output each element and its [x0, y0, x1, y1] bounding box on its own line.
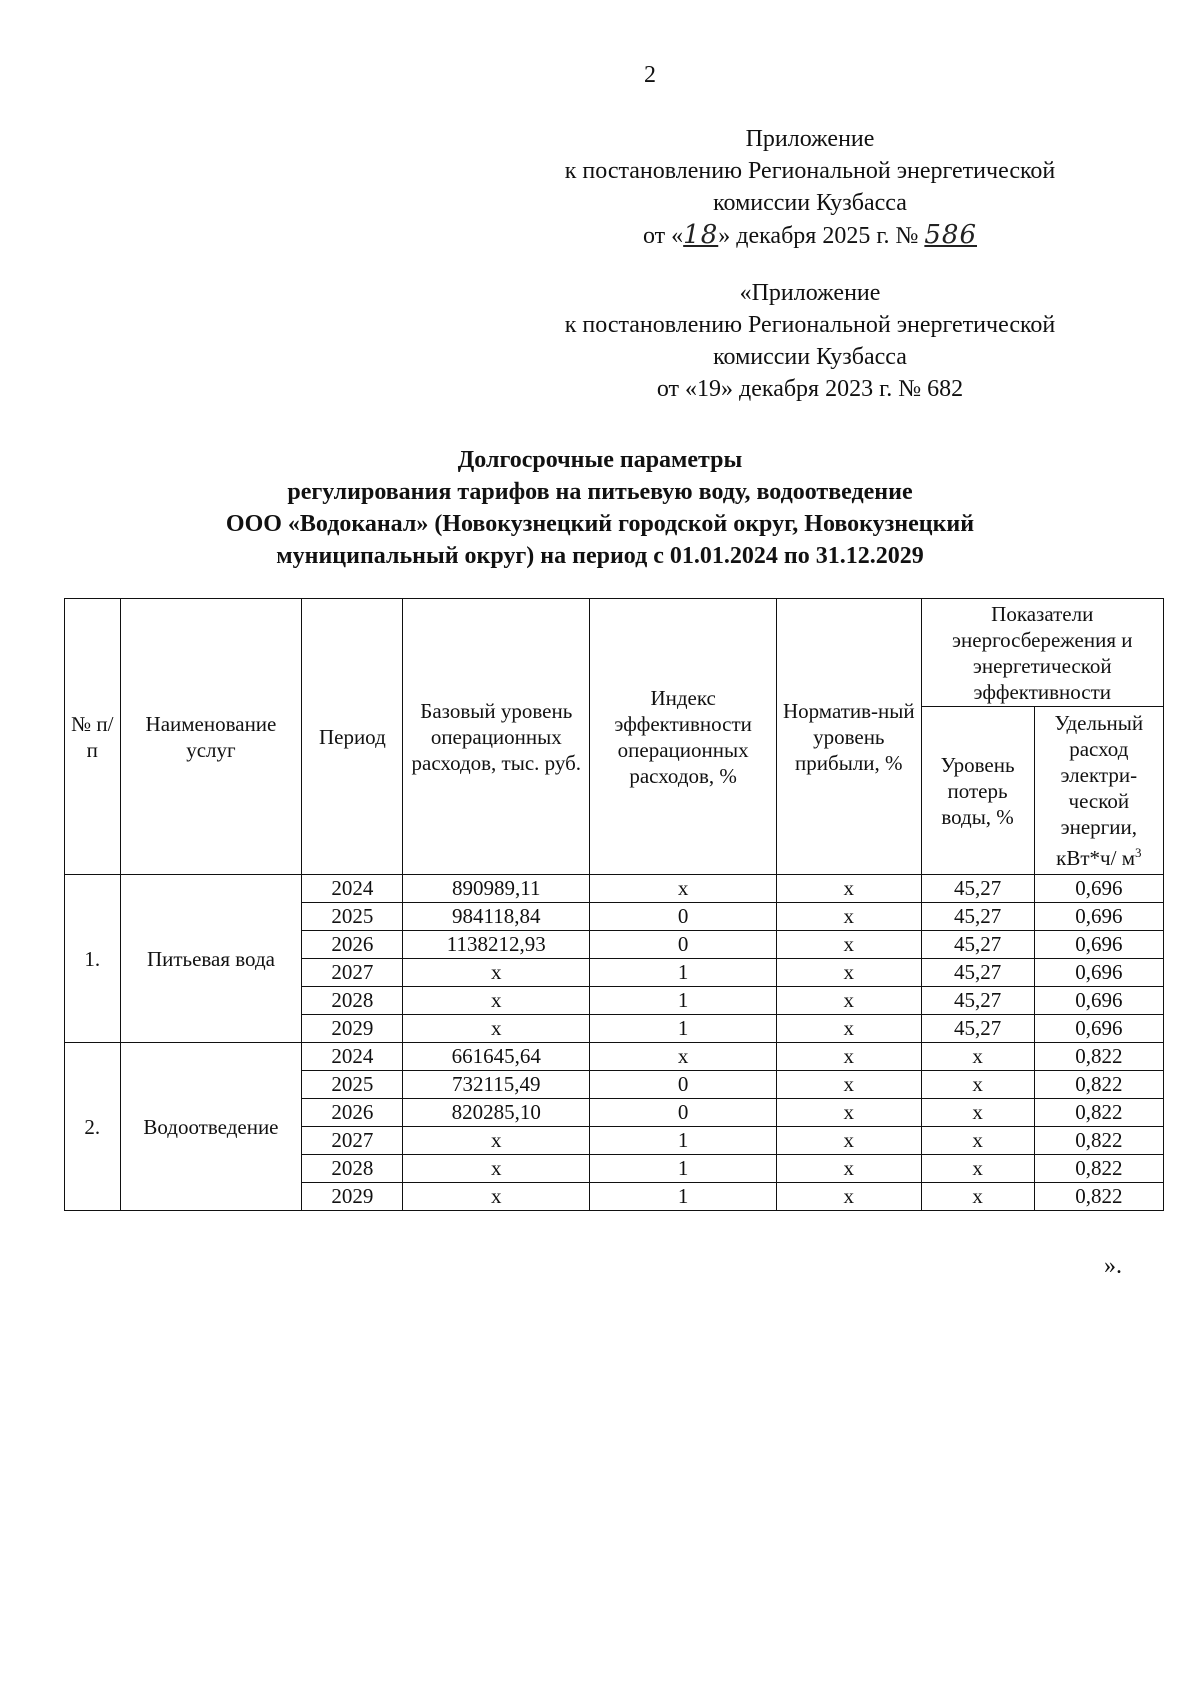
period-cell: 2024 — [302, 875, 403, 903]
header-specific-consumption: Удельный расход электри-ческой энергии, кВт*ч/ $м^3$ — [1034, 707, 1163, 875]
service-number: 1. — [65, 875, 121, 1043]
handwritten-day: 18 — [683, 220, 719, 250]
header-line-1: Приложение — [745, 126, 875, 152]
header-efficiency-index: Индекс эффективности операционных расходов, % — [590, 599, 777, 875]
handwritten-number: 586 — [924, 220, 977, 250]
period-cell: 2027 — [302, 1127, 403, 1155]
base-level-cell: 732115,49 — [403, 1071, 590, 1099]
efficiency-index-cell: 1 — [590, 1155, 777, 1183]
specific-consumption-cell: 0,822 — [1034, 1099, 1163, 1127]
original-resolution-header — [520, 277, 1100, 405]
header-base-level: Базовый уровень операционных расходов, тыс. руб. — [403, 599, 590, 875]
base-level-cell: 1138212,93 — [403, 931, 590, 959]
tariff-parameters-table — [64, 598, 1164, 1211]
profit-norm-cell: x — [777, 1127, 921, 1155]
header-period: Период — [302, 599, 403, 875]
water-loss-cell: x — [921, 1043, 1034, 1071]
header-line-3: комиссии Кузбасса — [713, 190, 907, 216]
page-number: 2 — [644, 62, 656, 88]
efficiency-index-cell: 1 — [590, 1127, 777, 1155]
current-resolution-header — [520, 123, 1100, 252]
specific-consumption-cell: 0,696 — [1034, 931, 1163, 959]
profit-norm-cell: x — [777, 875, 921, 903]
period-cell: 2024 — [302, 1043, 403, 1071]
water-loss-cell: 45,27 — [921, 959, 1034, 987]
specific-consumption-cell: 0,696 — [1034, 987, 1163, 1015]
water-loss-cell: x — [921, 1099, 1034, 1127]
specific-consumption-cell: 0,822 — [1034, 1183, 1163, 1211]
profit-norm-cell: x — [777, 1183, 921, 1211]
table-row — [65, 875, 1164, 903]
water-loss-cell: 45,27 — [921, 875, 1034, 903]
specific-consumption-cell: 0,822 — [1034, 1071, 1163, 1099]
efficiency-index-cell: 0 — [590, 1071, 777, 1099]
period-cell: 2026 — [302, 1099, 403, 1127]
profit-norm-cell: x — [777, 1043, 921, 1071]
base-level-cell: x — [403, 1015, 590, 1043]
header-energy-group: Показатели энергосбережения и энергетической эффективности — [921, 599, 1163, 707]
efficiency-index-cell: x — [590, 875, 777, 903]
period-cell: 2029 — [302, 1015, 403, 1043]
efficiency-index-cell: 1 — [590, 987, 777, 1015]
water-loss-cell: x — [921, 1071, 1034, 1099]
header-profit-norm: Норматив-ный уровень прибыли, % — [777, 599, 921, 875]
profit-norm-cell: x — [777, 1071, 921, 1099]
efficiency-index-cell: 1 — [590, 1183, 777, 1211]
water-loss-cell: 45,27 — [921, 903, 1034, 931]
profit-norm-cell: x — [777, 1015, 921, 1043]
efficiency-index-cell: 0 — [590, 931, 777, 959]
water-loss-cell: 45,27 — [921, 987, 1034, 1015]
water-loss-cell: 45,27 — [921, 931, 1034, 959]
base-level-cell: x — [403, 959, 590, 987]
profit-norm-cell: x — [777, 903, 921, 931]
specific-consumption-cell: 0,822 — [1034, 1127, 1163, 1155]
efficiency-index-cell: 1 — [590, 1015, 777, 1043]
efficiency-index-cell: x — [590, 1043, 777, 1071]
specific-consumption-cell: 0,696 — [1034, 875, 1163, 903]
orig-header-line-4: от «19» декабря 2023 г. № 682 — [656, 376, 964, 402]
base-level-cell: 661645,64 — [403, 1043, 590, 1071]
table-body — [65, 875, 1164, 1211]
profit-norm-cell: x — [777, 931, 921, 959]
specific-consumption-cell: 0,696 — [1034, 1015, 1163, 1043]
header-date-line: от «18» декабря 2025 г. № 586 — [642, 220, 977, 250]
profit-norm-cell: x — [777, 959, 921, 987]
header-line-2: к постановлению Региональной энергетической — [564, 158, 1056, 184]
efficiency-index-cell: 0 — [590, 903, 777, 931]
header-num: № п/п — [65, 599, 121, 875]
efficiency-index-cell: 0 — [590, 1099, 777, 1127]
base-level-cell: x — [403, 1155, 590, 1183]
orig-header-line-2: к постановлению Региональной энергетической — [564, 312, 1056, 338]
specific-consumption-cell: 0,822 — [1034, 1155, 1163, 1183]
period-cell: 2029 — [302, 1183, 403, 1211]
water-loss-cell: 45,27 — [921, 1015, 1034, 1043]
period-cell: 2028 — [302, 1155, 403, 1183]
service-number: 2. — [65, 1043, 121, 1211]
period-cell: 2026 — [302, 931, 403, 959]
document-title: Долгосрочные параметры регулирования тарифов на питьевую воду, водоотведение ООО «Водоканал» (Новокузнецкий городской округ, Новокузнецкий муниципальный округ) на период с 01.01.2024 по 31.12.2029 — [225, 447, 975, 569]
water-loss-cell: x — [921, 1155, 1034, 1183]
table-row — [65, 1043, 1164, 1071]
header-name: Наименование услуг — [120, 599, 302, 875]
efficiency-index-cell: 1 — [590, 959, 777, 987]
specific-consumption-cell: 0,696 — [1034, 959, 1163, 987]
service-name: Питьевая вода — [120, 875, 302, 1043]
base-level-cell: 890989,11 — [403, 875, 590, 903]
base-level-cell: 984118,84 — [403, 903, 590, 931]
orig-header-line-1: «Приложение — [739, 280, 881, 306]
base-level-cell: x — [403, 987, 590, 1015]
base-level-cell: 820285,10 — [403, 1099, 590, 1127]
header-water-loss: Уровень потерь воды, % — [921, 707, 1034, 875]
profit-norm-cell: x — [777, 987, 921, 1015]
closing-quote: ». — [1104, 1253, 1122, 1279]
service-name: Водоотведение — [120, 1043, 302, 1211]
specific-consumption-cell: 0,696 — [1034, 903, 1163, 931]
profit-norm-cell: x — [777, 1155, 921, 1183]
period-cell: 2025 — [302, 903, 403, 931]
period-cell: 2027 — [302, 959, 403, 987]
base-level-cell: x — [403, 1183, 590, 1211]
water-loss-cell: x — [921, 1127, 1034, 1155]
orig-header-line-3: комиссии Кузбасса — [713, 344, 907, 370]
water-loss-cell: x — [921, 1183, 1034, 1211]
period-cell: 2028 — [302, 987, 403, 1015]
base-level-cell: x — [403, 1127, 590, 1155]
period-cell: 2025 — [302, 1071, 403, 1099]
profit-norm-cell: x — [777, 1099, 921, 1127]
specific-consumption-cell: 0,822 — [1034, 1043, 1163, 1071]
